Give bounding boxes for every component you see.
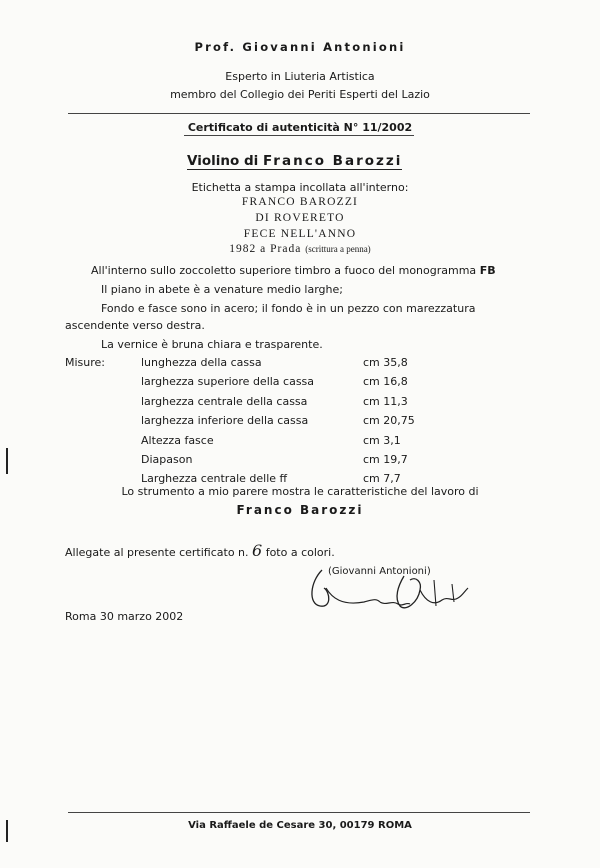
measurement-value: cm 7,7 — [363, 472, 401, 485]
label-year: 1982 a Prada — [229, 243, 302, 255]
paragraph-stamp — [91, 264, 496, 277]
signature-name-text: Giovanni Antonioni — [331, 566, 427, 577]
paragraph-stamp-text: All'interno sullo zoccoletto superiore timbro a fuoco del monogramma — [91, 264, 477, 277]
footer-address: Via Raffaele de Cesare 30, 00179 ROMA — [188, 820, 412, 831]
label-year-line — [0, 243, 600, 255]
instrument-maker: Franco Barozzi — [262, 153, 403, 169]
paragraph-varnish: La vernice è bruna chiara e trasparente. — [101, 338, 323, 351]
place-date: Roma 30 marzo 2002 — [65, 610, 184, 623]
attachment-count: 6 — [252, 541, 263, 560]
monogram: FB — [479, 264, 496, 277]
measurement-label: Diapason — [141, 453, 193, 466]
scan-edge-mark — [6, 448, 8, 474]
attachment-suffix: foto a colori. — [265, 546, 335, 559]
author-membership: membro del Collegio dei Periti Esperti del Lazio — [170, 88, 430, 101]
instrument-prefix: Violino di — [187, 153, 259, 169]
signature-scribble — [302, 562, 482, 622]
author-title: Esperto in Liuteria Artistica — [225, 70, 375, 83]
label-line-place: DI ROVERETO — [255, 212, 345, 224]
header-divider — [68, 113, 530, 114]
label-intro: Etichetta a stampa incollata all'interno: — [191, 181, 409, 194]
measurement-value: cm 35,8 — [363, 356, 408, 369]
measurement-label: larghezza inferiore della cassa — [141, 414, 309, 427]
measurement-value: cm 3,1 — [363, 434, 401, 447]
footer-divider — [68, 812, 530, 813]
measurement-value: cm 11,3 — [363, 395, 408, 408]
opinion-text: Lo strumento a mio parere mostra le caratteristiche del lavoro di — [121, 485, 479, 498]
instrument-title — [187, 153, 402, 170]
opinion-maker: Franco Barozzi — [236, 503, 364, 517]
paragraph-back: Fondo e fasce sono in acero; il fondo è in un pezzo con marezzatura — [101, 302, 476, 315]
measurement-label: larghezza centrale della cassa — [141, 395, 308, 408]
author-name: Prof. Giovanni Antonioni — [194, 40, 406, 54]
certificate-underline — [184, 135, 414, 136]
attachment-prefix: Allegate al presente certificato n. — [65, 546, 249, 559]
measurements-title: Misure: — [65, 356, 106, 369]
measurement-value: cm 19,7 — [363, 453, 408, 466]
measurement-label: larghezza superiore della cassa — [141, 375, 315, 388]
attachment-line — [65, 541, 335, 560]
label-line-maker: FRANCO BAROZZI — [241, 196, 359, 208]
label-year-note: (scrittura a penna) — [305, 244, 371, 254]
signature-name: (Giovanni Antonioni) — [328, 566, 431, 577]
measurement-value: cm 20,75 — [363, 414, 415, 427]
paragraph-back-cont: ascendente verso destra. — [65, 319, 205, 332]
paragraph-top: Il piano in abete è a venature medio larghe; — [101, 283, 343, 296]
measurement-label: lunghezza della cassa — [141, 356, 262, 369]
certificate-title: Certificato di autenticità N° 11/2002 — [187, 121, 413, 134]
label-line-made: FECE NELL'ANNO — [243, 228, 357, 240]
measurement-label: Altezza fasce — [141, 434, 214, 447]
measurement-value: cm 16,8 — [363, 375, 408, 388]
measurement-label: Larghezza centrale delle ff — [141, 472, 288, 485]
